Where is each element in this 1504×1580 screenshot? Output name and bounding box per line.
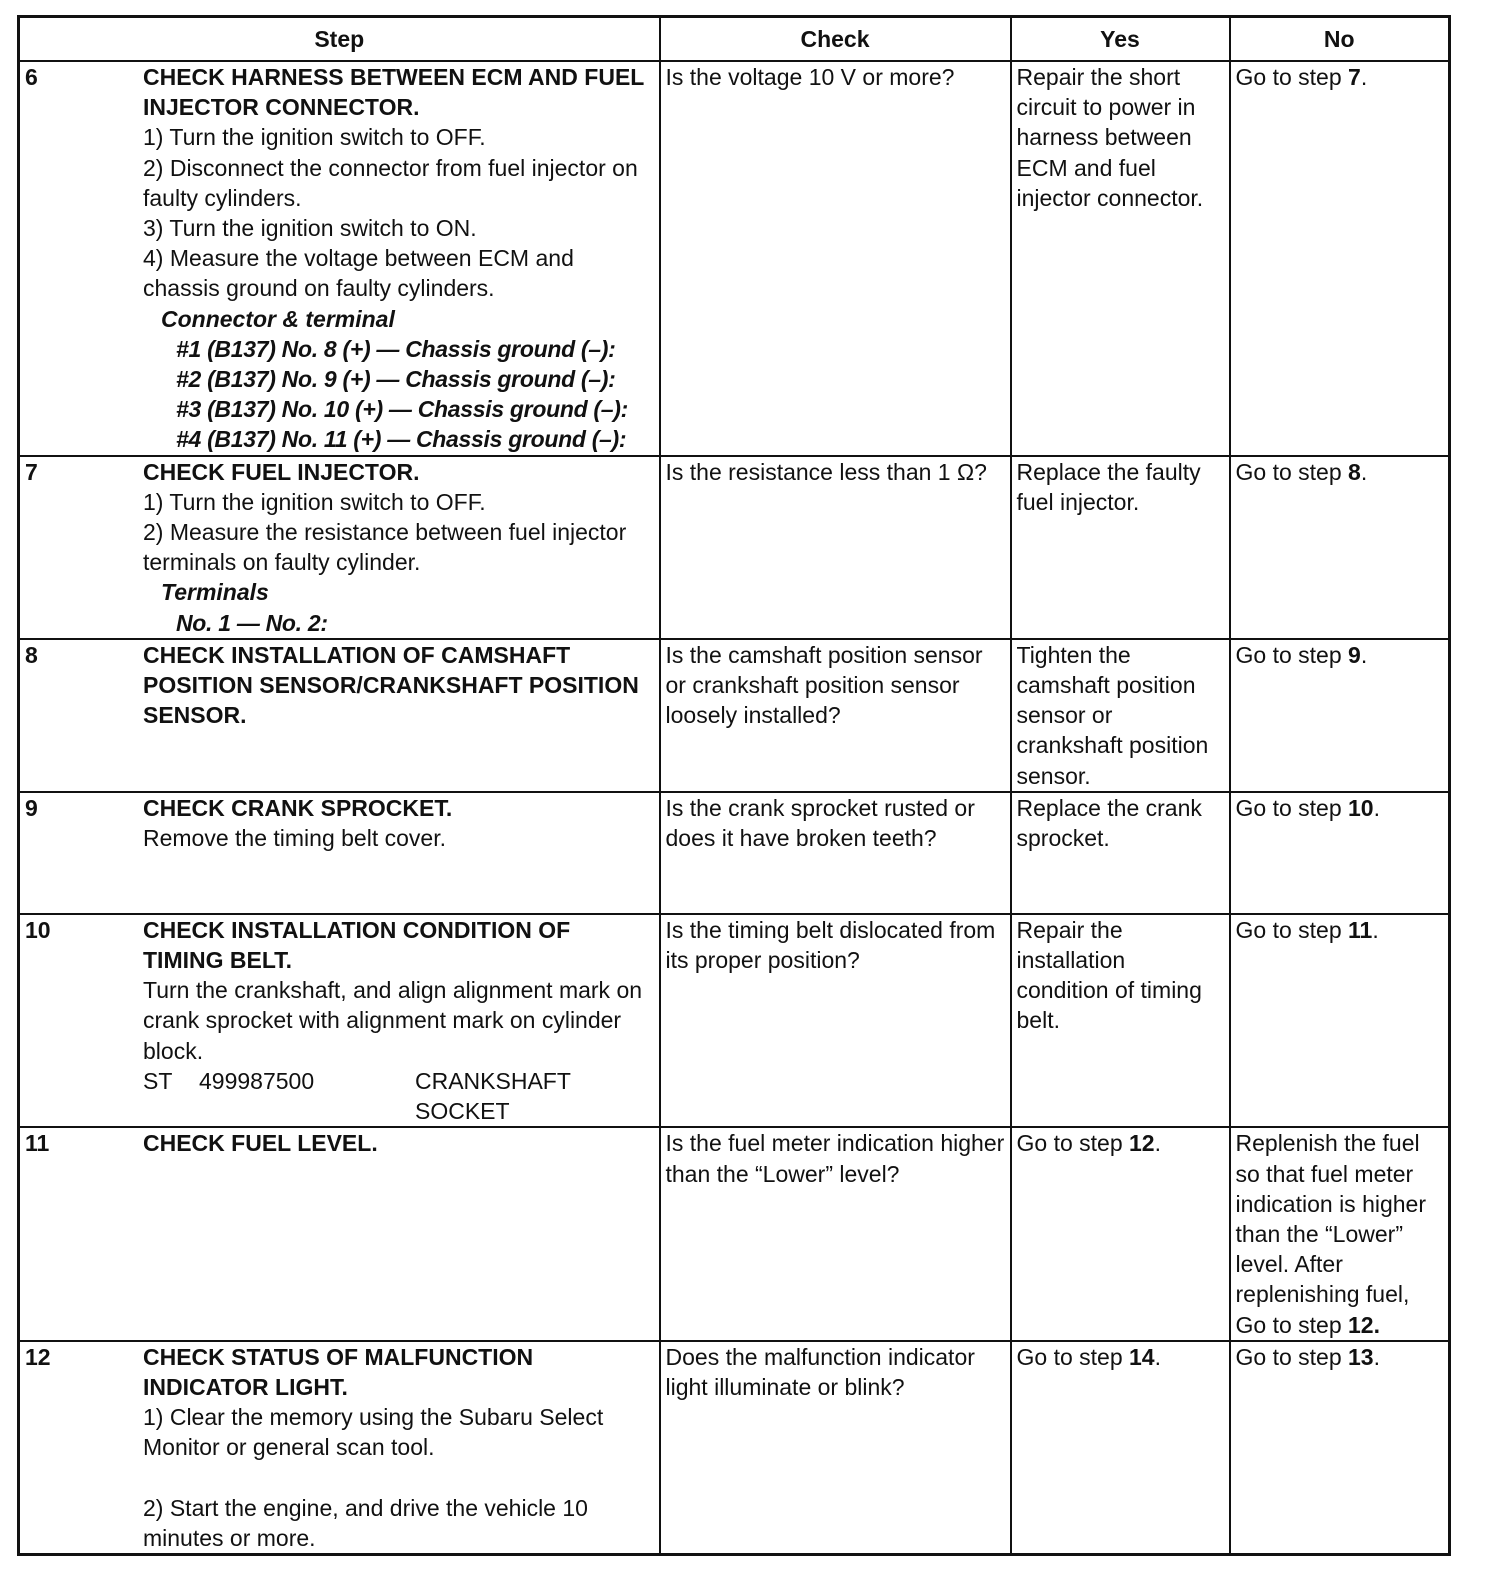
spec-heading: Connector & terminal: [161, 305, 395, 332]
no-suffix: .: [1372, 916, 1379, 943]
step-title: CHECK HARNESS BETWEEN ECM AND FUEL INJECTOR CONNECTOR.: [143, 64, 644, 121]
instruction-line: 2) Start the engine, and drive the vehicle 10 minutes or more.: [143, 1494, 588, 1551]
table-row-step-9: [19, 792, 1450, 914]
table-row-step-12: [19, 1341, 1450, 1555]
step-number: 12: [25, 1343, 51, 1370]
yes-cell: Repair the short circuit to power in harness between ECM and fuel injector connector.: [1011, 61, 1230, 456]
yes-suffix: .: [1154, 1130, 1161, 1157]
header-yes: Yes: [1011, 17, 1230, 62]
step-number: 7: [25, 458, 38, 485]
step-title: CHECK FUEL INJECTOR.: [143, 458, 420, 485]
spec-line: #4 (B137) No. 11 (+) — Chassis ground (–):: [176, 426, 627, 453]
blank-line: [143, 1463, 654, 1493]
no-cell: [1230, 639, 1450, 792]
spec-heading: Terminals: [161, 579, 269, 606]
no-suffix: .: [1360, 458, 1368, 485]
no-suffix: .: [1360, 641, 1368, 668]
header-step: Step: [19, 17, 660, 62]
yes-cell: Tighten the camshaft position sensor or crankshaft position sensor.: [1011, 639, 1230, 792]
instruction-line: 4) Measure the voltage between ECM and chassis ground on faulty cylinders.: [143, 245, 574, 302]
diagnostic-procedure-table: [17, 15, 1451, 1556]
yes-cell: [1011, 1127, 1230, 1340]
no-suffix: .: [1360, 64, 1368, 90]
yes-text: Go to step: [1016, 1343, 1130, 1370]
check-cell: Does the malfunction indicator light illuminate or blink?: [660, 1341, 1011, 1555]
no-step-ref: 13: [1348, 1343, 1374, 1370]
step-number: 10: [25, 916, 51, 943]
instruction-line: 2) Disconnect the connector from fuel injector on faulty cylinders.: [143, 154, 638, 211]
yes-cell: Replace the faulty fuel injector.: [1011, 456, 1230, 639]
step-title: CHECK FUEL LEVEL.: [143, 1130, 378, 1157]
spec-line: No. 1 — No. 2:: [176, 609, 328, 636]
table-row-step-7: [19, 456, 1450, 639]
table-row-step-6: [19, 61, 1450, 456]
no-cell: [1230, 456, 1450, 639]
yes-cell: Replace the crank sprocket.: [1011, 792, 1230, 914]
yes-step-ref: 12: [1129, 1130, 1155, 1157]
instruction-line: 3) Turn the ignition switch to ON.: [143, 215, 477, 242]
special-tool-line: [143, 1066, 654, 1126]
instruction-line: 2) Measure the resistance between fuel injector terminals on faulty cylinder.: [143, 519, 627, 576]
step-cell: [19, 1341, 660, 1555]
no-cell: [1230, 792, 1450, 914]
no-suffix: .: [1373, 1343, 1380, 1370]
instruction-line: 1) Turn the ignition switch to OFF.: [143, 124, 486, 151]
check-cell: Is the camshaft position sensor or crankshaft position sensor loosely installed?: [660, 639, 1011, 792]
spec-line: #3 (B137) No. 10 (+) — Chassis ground (–):: [176, 396, 628, 423]
step-number: 8: [25, 641, 38, 668]
step-number: 11: [25, 1130, 50, 1157]
no-suffix: .: [1373, 794, 1380, 821]
yes-text: Go to step: [1016, 1130, 1130, 1157]
step-cell: [19, 914, 660, 1127]
instruction-line: 1) Turn the ignition switch to OFF.: [143, 488, 486, 515]
step-title: CHECK CRANK SPROCKET.: [143, 794, 453, 821]
table-row-step-11: [19, 1127, 1450, 1340]
step-cell: [19, 639, 660, 792]
step-cell: [19, 792, 660, 914]
no-text: Go to step: [1235, 641, 1349, 668]
no-step-ref: 8: [1348, 458, 1361, 485]
tool-number: 499987500: [199, 1067, 315, 1094]
step-title: CHECK STATUS OF MALFUNCTION INDICATOR LIGHT.: [143, 1343, 534, 1400]
instruction-line: Turn the crankshaft, and align alignment mark on crank sprocket with alignment mark on cylinder block.: [143, 977, 643, 1064]
no-text: Go to step: [1235, 794, 1349, 821]
step-cell: [19, 1127, 660, 1340]
check-cell: Is the voltage 10 V or more?: [660, 61, 1011, 456]
instruction-line: 1) Clear the memory using the Subaru Select Monitor or general scan tool.: [143, 1404, 604, 1461]
no-cell: [1230, 1127, 1450, 1340]
yes-step-ref: 14: [1129, 1343, 1155, 1370]
table-header-row: [19, 17, 1450, 62]
header-no: No: [1230, 17, 1450, 62]
step-title: CHECK INSTALLATION CONDITION OF TIMING BELT.: [143, 916, 571, 974]
no-step-ref: 7: [1348, 64, 1361, 90]
instruction-line: Remove the timing belt cover.: [143, 825, 446, 852]
no-text: Go to step: [1235, 64, 1349, 90]
no-cell: [1230, 1341, 1450, 1555]
step-title: CHECK INSTALLATION OF CAMSHAFT POSITION SENSOR/CRANKSHAFT POSITION SENSOR.: [143, 641, 639, 729]
table-row-step-10: [19, 914, 1450, 1127]
no-text: Replenish the fuel so that fuel meter indication is higher than the “Lower” level. After replenishing fuel, Go to step: [1235, 1130, 1427, 1338]
tool-name: CRANKSHAFT SOCKET: [415, 1067, 571, 1125]
check-cell: Is the fuel meter indication higher than the “Lower” level?: [660, 1127, 1011, 1340]
step-cell: [19, 61, 660, 456]
no-step-ref: 10: [1348, 794, 1374, 821]
table-row-step-8: [19, 639, 1450, 792]
yes-suffix: .: [1154, 1343, 1161, 1370]
step-number: 9: [25, 794, 38, 821]
step-cell: [19, 456, 660, 639]
check-cell: Is the resistance less than 1 Ω?: [660, 456, 1011, 639]
no-cell: [1230, 61, 1450, 456]
header-check: Check: [660, 17, 1011, 62]
check-cell: Is the timing belt dislocated from its proper position?: [660, 914, 1011, 1127]
check-cell: Is the crank sprocket rusted or does it have broken teeth?: [660, 792, 1011, 914]
spec-line: #1 (B137) No. 8 (+) — Chassis ground (–):: [176, 335, 616, 362]
no-text: Go to step: [1235, 458, 1349, 485]
no-step-ref: 12.: [1348, 1311, 1380, 1338]
no-step-ref: 11: [1348, 916, 1373, 943]
no-text: Go to step: [1235, 916, 1349, 943]
no-text: Go to step: [1235, 1343, 1349, 1370]
yes-cell: Repair the installation condition of timing belt.: [1011, 914, 1230, 1127]
no-step-ref: 9: [1348, 641, 1361, 668]
no-cell: [1230, 914, 1450, 1127]
spec-line: #2 (B137) No. 9 (+) — Chassis ground (–):: [176, 366, 616, 393]
step-number: 6: [25, 64, 38, 90]
tool-prefix: ST: [143, 1067, 173, 1094]
yes-cell: [1011, 1341, 1230, 1555]
